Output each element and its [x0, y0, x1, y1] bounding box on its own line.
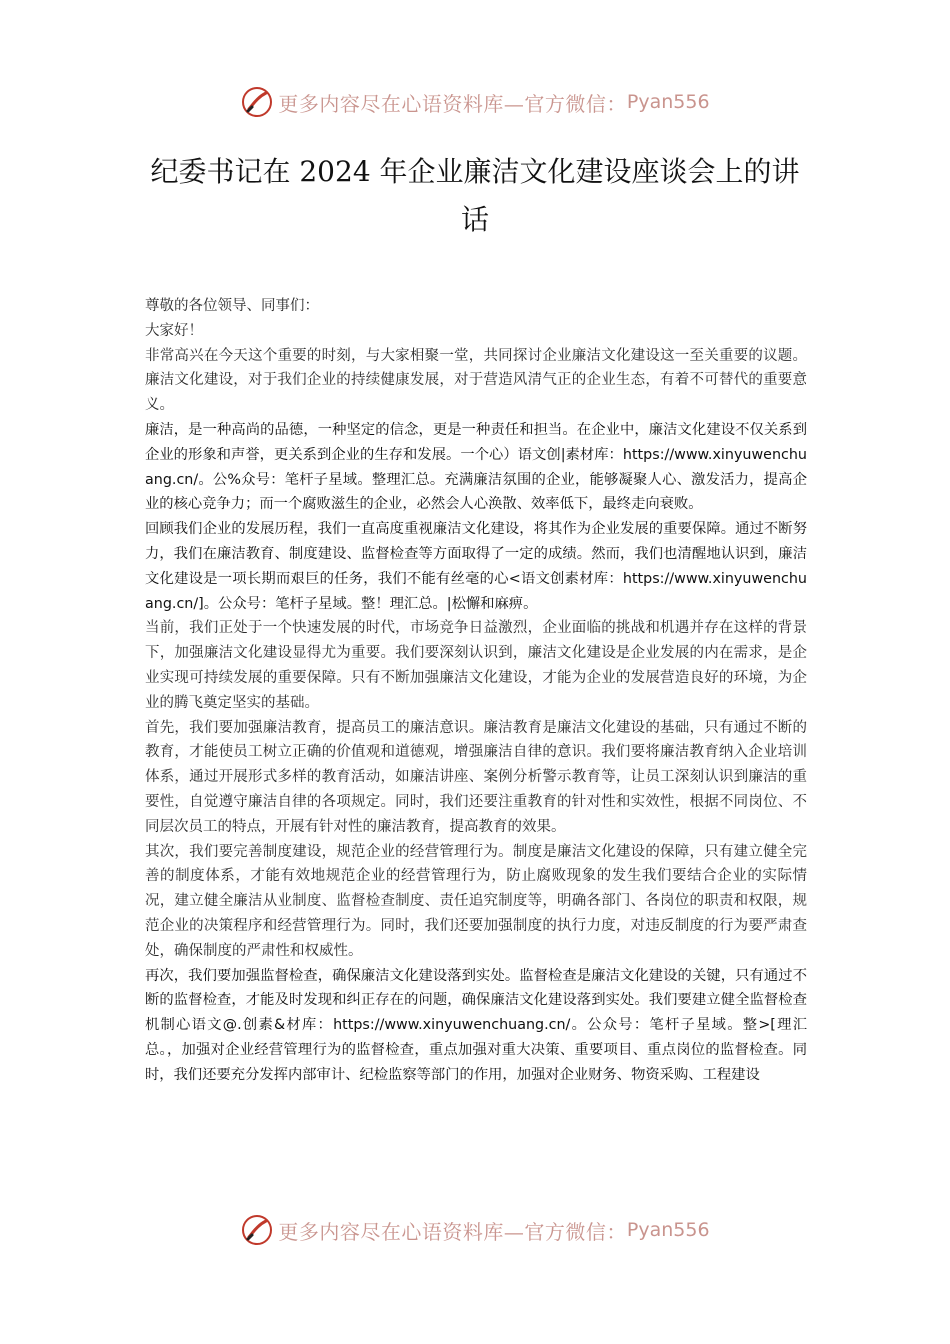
paragraph-first: 首先，我们要加强廉洁教育，提高员工的廉洁意识。廉洁教育是廉洁文化建设的基础，只有通过不断的教育，才能使员工树立正确的价值观和道德观，增强廉洁自律的意识。我们要将廉洁教育纳入企业培训体系，通过开展形式多样的教育活动，如廉洁讲座、案例分析警示教育等，让员工深刻认识到廉洁的重要性，自觉遵守廉洁自律的各项规定。同时，我们还要注重教育的针对性和实效性，根据不同岗位、不同层次员工的特点，开展有针对性的廉洁教育，提高教育的效果。: [145, 719, 807, 835]
header-banner: [0, 82, 950, 122]
greeting: 大家好！: [145, 322, 203, 339]
salutation: 尊敬的各位领导、同事们：: [145, 298, 319, 314]
paragraph-intro: 非常高兴在今天这个重要的时刻，与大家相聚一堂，共同探讨企业廉洁文化建设这一至关重要的议题。廉洁文化建设，对于我们企业的持续健康发展，对于营造风清气正的企业生态，有着不可替代的重要意义。: [145, 347, 807, 414]
paragraph-third: 再次，我们要加强监督检查，确保廉洁文化建设落到实处。监督检查是廉洁文化建设的关键，只有通过不断的监督检查，才能及时发现和纠正存在的问题，确保廉洁文化建设落到实处。我们要建立健全监督检查机制心语文@.创素&材库：https://www.xinyuwenchuang.cn/。公众号：笔杆子星域。整>[理汇总。，加强对企业经营管理行为的监督检查，重点加强对重大决策、重要项目、重点岗位的监督检查。同时，我们还要充分发挥内部审计、纪检监察等部门的作用，加强对企业财务、物资采购、工程建设: [145, 967, 807, 1083]
footer-banner: [0, 1210, 950, 1250]
paragraph-review: 回顾我们企业的发展历程，我们一直高度重视廉洁文化建设，将其作为企业发展的重要保障。通过不断努力，我们在廉洁教育、制度建设、监督检查等方面取得了一定的成绩。然而，我们也清醒地认识到，廉洁文化建设是一项长期而艰巨的任务，我们不能有丝毫的心<语文创素材库：https://www.xinyuwenchuang.cn/]。公众号：笔杆子星域。整！理汇总。|松懈和麻痹。: [145, 521, 807, 612]
banner-text: 更多内容尽在心语资料库—官方微信：: [278, 1219, 627, 1244]
banner-wechat-id: Pyan556: [626, 91, 710, 113]
banner-wechat-id: Pyan556: [626, 1219, 710, 1241]
document-body: [145, 294, 807, 1088]
document-title: 纪委书记在 2024 年企业廉洁文化建设座谈会上的讲话: [150, 155, 800, 236]
paragraph-current: 当前，我们正处于一个快速发展的时代，市场竞争日益激烈，企业面临的挑战和机遇并存在这样的背景下，加强廉洁文化建设显得尤为重要。我们要深刻认识到，廉洁文化建设是企业发展的内在需求，是企业实现可持续发展的重要保障。只有不断加强廉洁文化建设，才能为企业的发展营造良好的环境，为企业的腾飞奠定坚实的基础。: [145, 620, 807, 711]
banner-text: 更多内容尽在心语资料库—官方微信：: [278, 91, 627, 116]
paragraph-integrity: 廉洁，是一种高尚的品德，一种坚定的信念，更是一种责任和担当。在企业中，廉洁文化建设不仅关系到企业的形象和声誉，更关系到企业的生存和发展。一个心）语文创|素材库：https://www.xinyuwenchuang.cn/。公%众号：笔杆子星域。整理汇总。充满廉洁氛围的企业，能够凝聚人心、激发活力，提高企业的核心竞争力；而一个腐败滋生的企业，必然会人心涣散、效率低下，最终走向衰败。: [145, 421, 807, 513]
brush-logo-icon: [240, 1213, 274, 1247]
paragraph-second: 其次，我们要完善制度建设，规范企业的经营管理行为。制度是廉洁文化建设的保障，只有建立健全完善的制度体系，才能有效地规范企业的经营管理行为，防止腐败现象的发生我们要结合企业的实际情况，建立健全廉洁从业制度、监督检查制度、责任追究制度等，明确各部门、各岗位的职责和权限，规范企业的决策程序和经营管理行为。同时，我们还要加强制度的执行力度，对违反制度的行为要严肃查处，确保制度的严肃性和权威性。: [145, 843, 807, 959]
brush-logo-icon: [240, 85, 274, 119]
